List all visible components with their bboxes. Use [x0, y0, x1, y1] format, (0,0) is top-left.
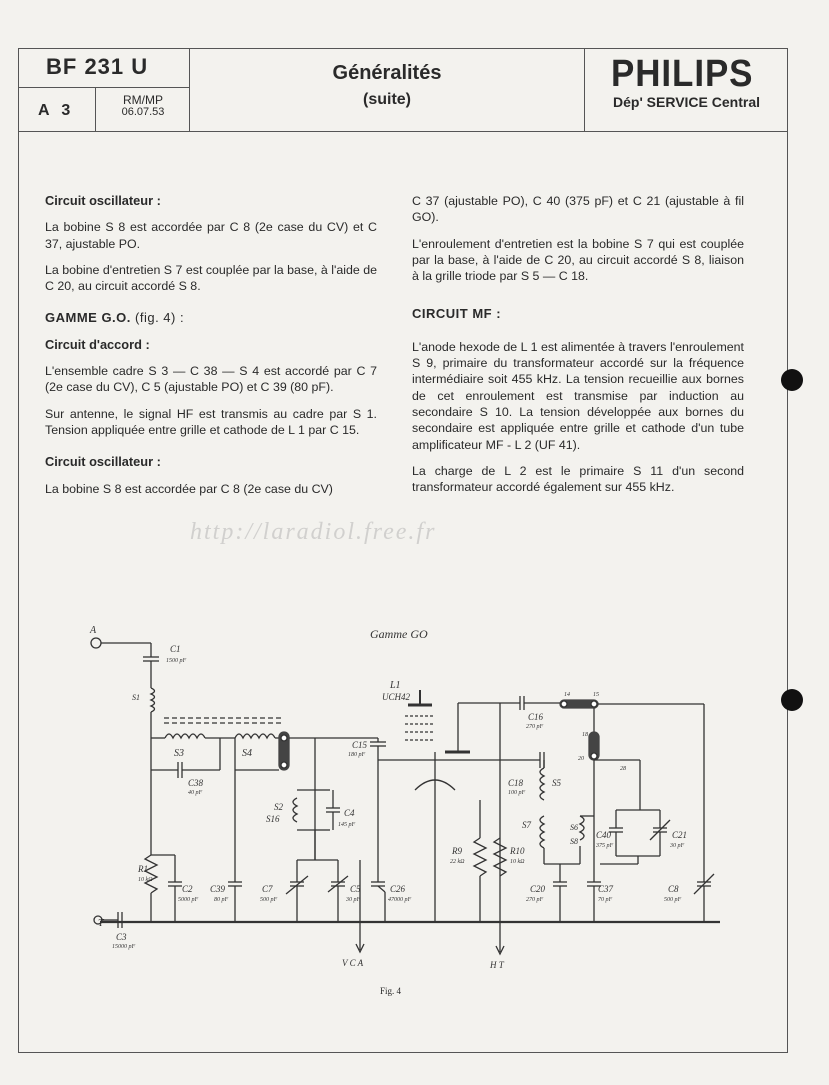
heading-gamme-go — [45, 310, 377, 326]
label-C2: C2 — [182, 884, 193, 894]
label-R1-value: 10 kΩ — [138, 877, 153, 883]
label-R10: R10 — [510, 846, 525, 856]
paragraph: Sur antenne, le signal HF est transmis au cadre par S 1. Tension appliquée entre grille et cathode de L 1 par C 15. — [45, 406, 377, 437]
label-C38: C38 — [188, 778, 204, 788]
punch-hole — [781, 689, 803, 711]
label-C5-value: 30 pF — [346, 897, 361, 903]
gamme-fig-ref: (fig. 4) : — [135, 310, 185, 326]
punch-hole — [781, 369, 803, 391]
label-C15-value: 180 pF — [348, 752, 366, 758]
label-R9: R9 — [452, 846, 462, 856]
label-L1-tube: UCH42 — [382, 692, 411, 702]
right-column — [412, 193, 744, 505]
paragraph: La bobine S 8 est accordée par C 8 (2e case du CV) et C 37, ajustable PO. — [45, 220, 377, 251]
header — [18, 48, 788, 132]
label-HT: H T — [490, 960, 504, 970]
label-S2: S2 — [274, 802, 283, 812]
label-C2-value: 5000 pF — [178, 897, 199, 903]
label-C37-value: 70 pF — [598, 897, 613, 903]
label-C21-value: 30 pF — [670, 843, 685, 849]
brand-logo: PHILIPS — [611, 53, 754, 95]
label-C39: C39 — [210, 884, 226, 894]
label-C15: C15 — [352, 740, 368, 750]
page-subtitle: (suite) — [363, 91, 411, 108]
label-C37: C37 — [598, 884, 614, 894]
heading-circuit-accord: Circuit d'accord : — [45, 336, 150, 352]
left-column — [45, 193, 377, 507]
paragraph: La bobine S 8 est accordée par C 8 (2e case du CV) — [45, 481, 333, 496]
label-C16: C16 — [528, 712, 544, 722]
label-S6: S6 — [570, 823, 578, 832]
gamme-title: GAMME G.O. — [45, 310, 131, 326]
label-C3: C3 — [116, 932, 127, 942]
label-node-15: 15 — [593, 692, 599, 698]
header-ref-block — [18, 48, 190, 132]
label-L1: L1 — [390, 680, 401, 691]
label-R10-value: 10 kΩ — [510, 859, 525, 865]
label-C39-value: 80 pF — [214, 897, 229, 903]
header-brand-block — [585, 48, 788, 132]
label-C3-value: 15000 pF — [112, 944, 136, 950]
label-R1: R1 — [138, 864, 148, 874]
label-C18: C18 — [508, 778, 524, 788]
label-S5: S5 — [552, 778, 561, 788]
label-C8: C8 — [668, 884, 679, 894]
label-C40: C40 — [596, 830, 612, 840]
label-S7: S7 — [522, 820, 531, 830]
label-VCA: V C A — [342, 958, 364, 968]
label-C8-value: 500 pF — [664, 897, 682, 903]
schematic-title: Gamme GO — [370, 627, 428, 641]
watermark: http://laradiol.free.fr — [190, 519, 437, 545]
label-C38-value: 40 pF — [188, 790, 203, 796]
schematic-diagram — [60, 620, 760, 1010]
paragraph: La bobine d'entretien S 7 est couplée par la base, à l'aide de C 20, au circuit accordé S 8. — [45, 262, 377, 294]
label-C5: C5 — [350, 884, 361, 894]
label-node-20: 20 — [578, 756, 584, 762]
ref-date: 06.07.53 — [121, 106, 165, 118]
label-node-14: 14 — [564, 692, 570, 698]
heading-circuit-mf: CIRCUIT MF : — [412, 306, 502, 322]
label-C18-value: 100 pF — [508, 790, 526, 796]
label-C20-value: 270 pF — [526, 897, 544, 903]
label-A: A — [90, 625, 97, 636]
sheet-number: A 3 — [18, 88, 96, 132]
label-node-18: 18 — [582, 732, 588, 738]
paragraph: L'ensemble cadre S 3 — C 38 — S 4 est accordé par C 7 (2e case du CV), C 5 (ajustable PO) et C 39 (80 pF). — [45, 364, 377, 395]
label-S16: S16 — [266, 814, 280, 824]
label-C40-value: 375 pF — [596, 843, 614, 849]
label-S8: S8 — [570, 837, 578, 846]
paragraph: C 37 (ajustable PO), C 40 (375 pF) et C 21 (ajustable à fil GO). — [412, 194, 744, 225]
label-S3: S3 — [174, 748, 184, 759]
label-C20: C20 — [530, 884, 546, 894]
reference — [96, 88, 190, 132]
label-C1-value: 1500 pF — [166, 658, 187, 664]
heading-circuit-oscillateur: Circuit oscillateur : — [45, 193, 161, 208]
header-title-block — [190, 48, 585, 132]
paragraph: L'enroulement d'entretien est la bobine S 7 qui est couplée par la base, à l'aide de C 20, au circuit accordé S 8, liaison à la grille triode par S 5 — C 18. — [412, 236, 744, 284]
label-C26: C26 — [390, 884, 406, 894]
label-C4: C4 — [344, 808, 355, 818]
label-S1: S1 — [132, 693, 140, 702]
paragraph: La charge de L 2 est le primaire S 11 d'un second transformateur accordé également sur 455 kHz. — [412, 463, 744, 495]
model-number: BF 231 U — [18, 48, 190, 88]
paragraph: L'anode hexode de L 1 est alimentée à travers l'enroulement S 9, primaire du transformateur accordé sur la fréquence intermédiaire soit 455 kHz. La tension recueillie aux bornes de cet enroulement est transmise par induction au secondaire S 10. La tension développée aux bornes du secondaire est appliquée entre grille et cathode d'un tube amplificateur MF - L 2 (UF 41). — [412, 339, 744, 452]
label-R9-value: 22 kΩ — [450, 859, 465, 865]
label-C1: C1 — [170, 644, 181, 654]
label-S4: S4 — [242, 748, 252, 759]
label-T: T — [98, 918, 104, 929]
page-title: Généralités — [332, 62, 442, 84]
label-C16-value: 270 pF — [526, 724, 544, 730]
label-C26-value: 47000 pF — [388, 897, 412, 903]
figure-caption: Fig. 4 — [380, 986, 402, 996]
label-node-28: 28 — [620, 766, 626, 772]
heading-circuit-oscillateur-2: Circuit oscillateur : — [45, 454, 161, 470]
label-C7-value: 500 pF — [260, 897, 278, 903]
ref-code: RM/MP — [123, 93, 163, 107]
department: Dép' SERVICE Central — [613, 94, 760, 110]
label-C21: C21 — [672, 830, 688, 840]
label-C4-value: 145 pF — [338, 822, 356, 828]
label-C7: C7 — [262, 884, 273, 894]
